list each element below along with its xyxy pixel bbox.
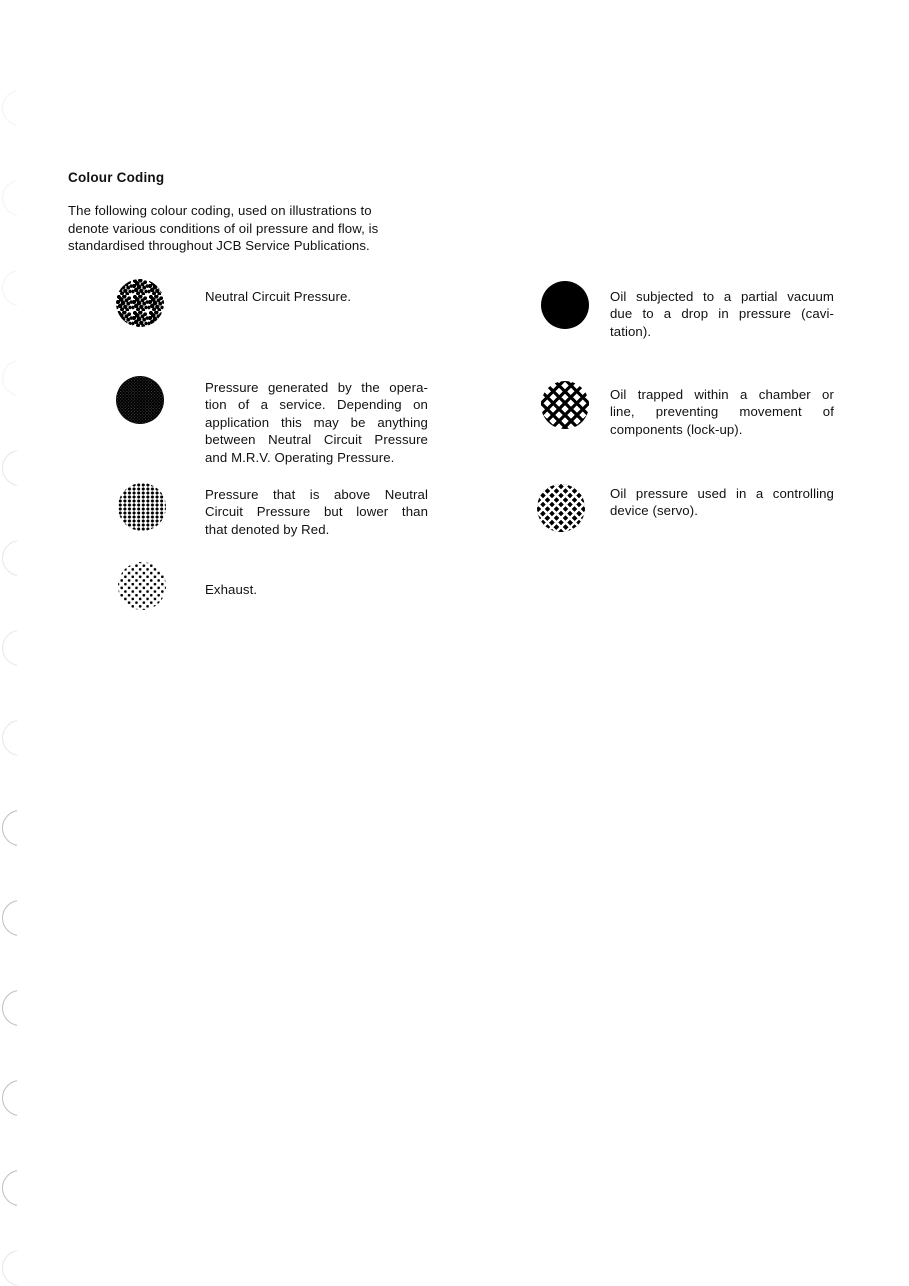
legend-line: due to a drop in pressure (cavi-: [610, 306, 834, 322]
legend-line: Circuit Pressure but lower than: [205, 504, 428, 520]
legend-label: [610, 386, 834, 438]
legend-line: between Neutral Circuit Pressure: [205, 432, 428, 448]
intro-line: standardised throughout JCB Service Publications.: [68, 238, 370, 254]
binder-hole-mark: [2, 630, 38, 666]
legend-line: Oil trapped within a chamber or: [610, 387, 834, 402]
legend-line: components (lock-up).: [610, 421, 743, 437]
above-neutral-pressure-swatch-icon: [118, 483, 166, 531]
page-title: Colour Coding: [68, 170, 165, 185]
legend-line: tion of a service. Depending on: [205, 397, 428, 413]
binder-hole-mark: [2, 540, 38, 576]
lock-up-swatch-icon: [541, 381, 589, 429]
legend-label: [205, 288, 435, 305]
binder-hole-artifacts: [0, 60, 52, 1286]
legend-line: Pressure that is above Neutral: [205, 487, 428, 502]
legend-line: device (servo).: [610, 503, 698, 519]
legend-label: [610, 288, 834, 340]
legend-line: line, preventing movement of: [610, 404, 834, 420]
servo-swatch-icon: [537, 484, 585, 532]
service-pressure-swatch-icon: [116, 376, 164, 424]
binder-hole-mark: [2, 720, 38, 756]
legend-line: Oil subjected to a partial vacuum: [610, 289, 834, 304]
legend-label: [205, 379, 428, 466]
intro-line: The following colour coding, used on illustrations to: [68, 203, 372, 218]
legend-line: Pressure generated by the opera-: [205, 380, 428, 395]
legend-line: and M.R.V. Operating Pressure.: [205, 449, 395, 465]
binder-hole-mark: [2, 360, 38, 396]
legend-line: Oil pressure used in a controlling: [610, 486, 834, 501]
legend-line: tation).: [610, 323, 652, 339]
exhaust-swatch-icon: [118, 562, 166, 610]
binder-hole-mark: [2, 900, 38, 936]
neutral-circuit-pressure-swatch-icon: [116, 279, 164, 327]
cavitation-swatch-icon: [541, 281, 589, 329]
binder-hole-mark: [2, 990, 38, 1026]
binder-hole-mark: [2, 90, 38, 126]
legend-line: Neutral Circuit Pressure.: [205, 289, 352, 304]
binder-hole-mark: [2, 180, 38, 216]
legend-line: Exhaust.: [205, 582, 258, 597]
legend-line: that denoted by Red.: [205, 521, 330, 537]
legend-label: [205, 581, 405, 598]
binder-hole-mark: [2, 1170, 38, 1206]
binder-hole-mark: [2, 1250, 38, 1286]
legend-line: application this may be anything: [205, 414, 428, 430]
binder-hole-mark: [2, 810, 38, 846]
binder-hole-mark: [2, 270, 38, 306]
intro-paragraph: [68, 202, 430, 255]
binder-hole-mark: [2, 1080, 38, 1116]
intro-line: denote various conditions of oil pressure and flow, is: [68, 220, 379, 236]
legend-label: [610, 485, 834, 520]
binder-hole-mark: [2, 450, 38, 486]
legend-label: [205, 486, 428, 538]
